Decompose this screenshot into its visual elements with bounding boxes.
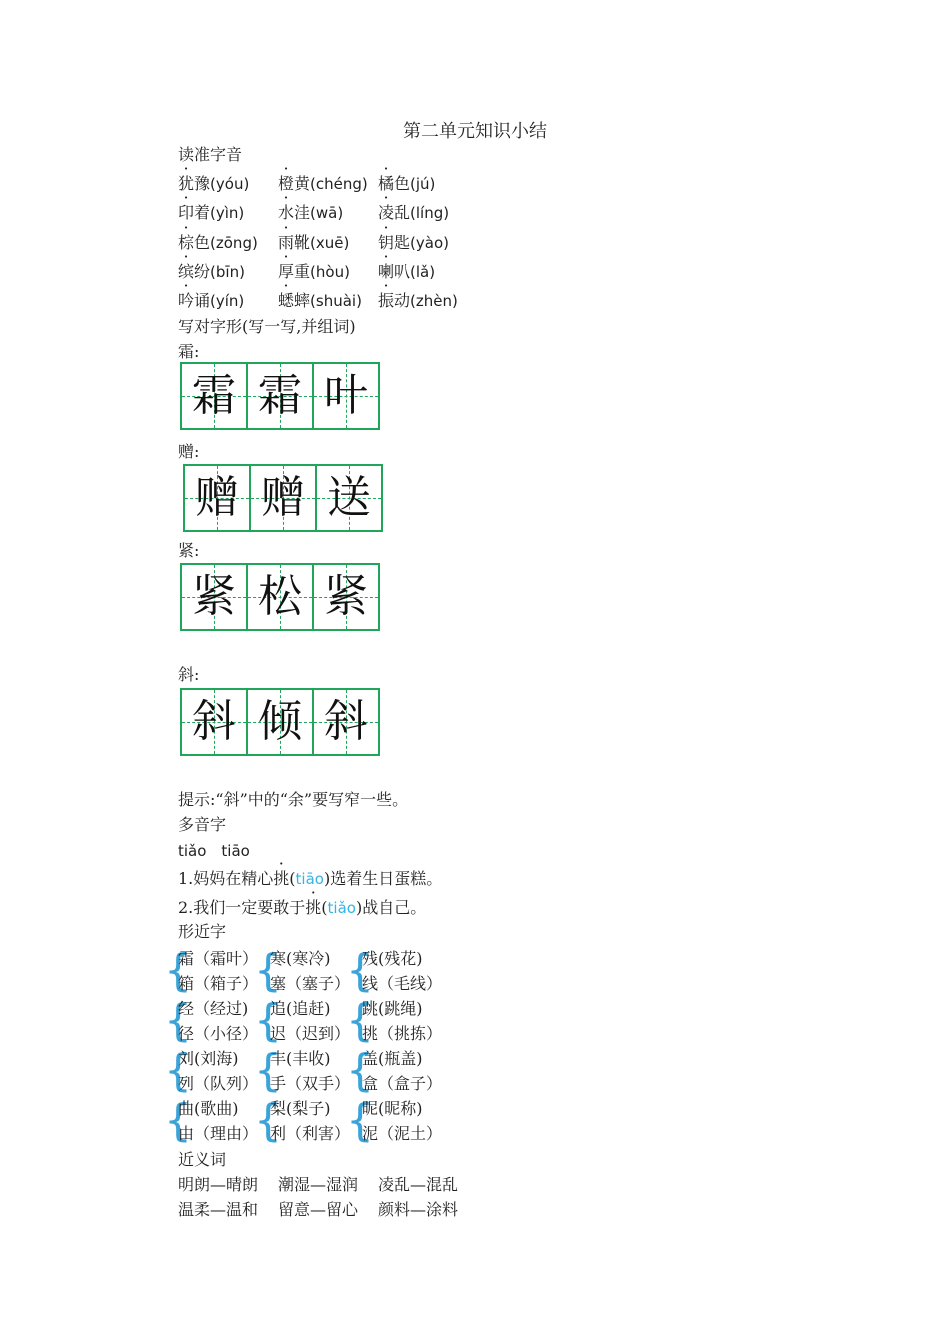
pronunciation-item: 喇叭(lǎ) (378, 262, 436, 281)
similar-word: 线（毛线） (362, 974, 443, 993)
similar-word: 刘(刘海) (178, 1049, 239, 1068)
tianzige-cell (180, 688, 248, 756)
similar-word: 迟（迟到） (270, 1024, 351, 1043)
similar-word: 利（利害） (270, 1124, 351, 1143)
similar-group (178, 1096, 258, 1146)
similar-word: 由（理由） (178, 1124, 259, 1143)
tianzige-cell (249, 464, 317, 532)
similar-word: 列（队列） (178, 1074, 259, 1093)
brace-icon: { (164, 995, 192, 1046)
tianzige-cell (312, 688, 380, 756)
similar-group (270, 946, 350, 996)
similar-word: 挑（挑拣） (362, 1024, 443, 1043)
pronunciation-item: 棕色(zōng) (178, 233, 258, 252)
practice-character: 赠 (195, 472, 239, 523)
similar-word: 霜（霜叶） (178, 949, 259, 968)
brace-icon: { (164, 945, 192, 996)
synonym-pair: 明朗—晴朗 (178, 1175, 259, 1194)
tianzige-cell (246, 362, 314, 430)
page-title: 第二单元知识小结 (403, 121, 547, 142)
tianzige-cell (183, 464, 251, 532)
similar-group (362, 946, 442, 996)
synonym-pair: 潮湿—湿润 (278, 1175, 359, 1194)
similar-word: 丰(丰收) (270, 1049, 331, 1068)
practice-character: 斜 (324, 696, 368, 747)
tianzige-cell (312, 362, 380, 430)
similar-word: 残(残花) (362, 949, 423, 968)
synonym-pair: 留意—留心 (278, 1200, 359, 1219)
synonym-pair: 温柔—温和 (178, 1200, 259, 1219)
polyphone-answer: tiǎo (327, 899, 356, 917)
brace-icon: { (164, 1045, 192, 1096)
synonym-pair: 凌乱—混乱 (378, 1175, 459, 1194)
similar-word: 泥（泥土） (362, 1124, 443, 1143)
similar-word: 追(追赶) (270, 999, 331, 1018)
similar-group (178, 946, 258, 996)
section-polyphone-heading: 多音字 (178, 815, 227, 834)
similar-group (178, 996, 258, 1046)
pronunciation-item: 印着(yìn) (178, 203, 245, 222)
similar-word: 寒(寒冷) (270, 949, 331, 968)
tianzige-cell (246, 688, 314, 756)
practice-character: 霜 (192, 370, 236, 421)
tianzige-cell (180, 563, 248, 631)
tianzige-grid (183, 464, 381, 532)
similar-group (270, 996, 350, 1046)
similar-group (362, 996, 442, 1046)
brace-icon: { (254, 1095, 282, 1146)
similar-group (270, 1096, 350, 1146)
similar-word: 手（双手） (270, 1074, 351, 1093)
practice-character: 叶 (324, 370, 368, 421)
brace-icon: { (346, 1045, 374, 1096)
similar-word: 经（经过) (178, 999, 249, 1018)
practice-character: 赠 (261, 472, 305, 523)
brace-icon: { (346, 995, 374, 1046)
similar-word: 昵(昵称) (362, 1099, 423, 1118)
tianzige-grid (180, 563, 378, 631)
pronunciation-item: 犹豫(yóu) (178, 174, 250, 193)
pronunciation-item: 雨靴(xuē) (278, 233, 350, 252)
write-label: 紧: (178, 541, 200, 560)
polyphone-sentence-2: 2.我们一定要敢于挑(tiǎo)战自己。 (178, 898, 427, 917)
pronunciation-item: 水洼(wā) (278, 203, 344, 222)
brace-icon: { (346, 945, 374, 996)
write-label: 斜: (178, 665, 200, 684)
polyphone-readings: tiǎo tiāo (178, 842, 250, 860)
similar-word: 盒（盒子） (362, 1074, 443, 1093)
practice-character: 倾 (258, 696, 302, 747)
similar-word: 曲(歌曲) (178, 1099, 239, 1118)
similar-word: 塞（塞子） (270, 974, 351, 993)
write-label: 霜: (178, 342, 200, 361)
tianzige-cell (246, 563, 314, 631)
section-read-heading: 读准字音 (178, 145, 243, 164)
section-write-heading: 写对字形(写一写,并组词) (178, 317, 356, 336)
tianzige-cell (180, 362, 248, 430)
polyphone-answer: tiāo (295, 870, 324, 888)
tianzige-grid (180, 362, 378, 430)
brace-icon: { (164, 1095, 192, 1146)
polyphone-sentence-1: 1.妈妈在精心挑(tiāo)选着生日蛋糕。 (178, 869, 443, 888)
similar-group (362, 1096, 442, 1146)
similar-word: 跳(跳绳) (362, 999, 423, 1018)
similar-group (270, 1046, 350, 1096)
similar-word: 梨(梨子) (270, 1099, 331, 1118)
pronunciation-item: 钥匙(yào) (378, 233, 449, 252)
similar-word: 径（小径） (178, 1024, 259, 1043)
writing-tip: 提示:“斜”中的“余”要写窄一些。 (178, 790, 409, 809)
practice-character: 斜 (192, 696, 236, 747)
similar-word: 箱（箱子） (178, 974, 259, 993)
pronunciation-item: 吟诵(yín) (178, 291, 245, 310)
practice-character: 送 (327, 472, 371, 523)
pronunciation-item: 橙黄(chéng) (278, 174, 368, 193)
tianzige-cell (315, 464, 383, 532)
pronunciation-item: 橘色(jú) (378, 174, 436, 193)
pronunciation-item: 振动(zhèn) (378, 291, 458, 310)
practice-character: 霜 (258, 370, 302, 421)
brace-icon: { (254, 945, 282, 996)
write-label: 赠: (178, 442, 200, 461)
practice-character: 松 (258, 571, 302, 622)
pronunciation-item: 凌乱(líng) (378, 203, 450, 222)
pronunciation-item: 缤纷(bīn) (178, 262, 245, 281)
tianzige-grid (180, 688, 378, 756)
section-similar-heading: 形近字 (178, 922, 227, 941)
similar-word: 盖(瓶盖) (362, 1049, 423, 1068)
brace-icon: { (254, 1045, 282, 1096)
practice-character: 紧 (324, 571, 368, 622)
section-synonym-heading: 近义词 (178, 1150, 227, 1169)
similar-group (362, 1046, 442, 1096)
pronunciation-item: 厚重(hòu) (278, 262, 350, 281)
brace-icon: { (254, 995, 282, 1046)
pronunciation-item: 蟋蟀(shuài) (278, 291, 362, 310)
tianzige-cell (312, 563, 380, 631)
practice-character: 紧 (192, 571, 236, 622)
similar-group (178, 1046, 258, 1096)
synonym-pair: 颜料—涂料 (378, 1200, 459, 1219)
brace-icon: { (346, 1095, 374, 1146)
